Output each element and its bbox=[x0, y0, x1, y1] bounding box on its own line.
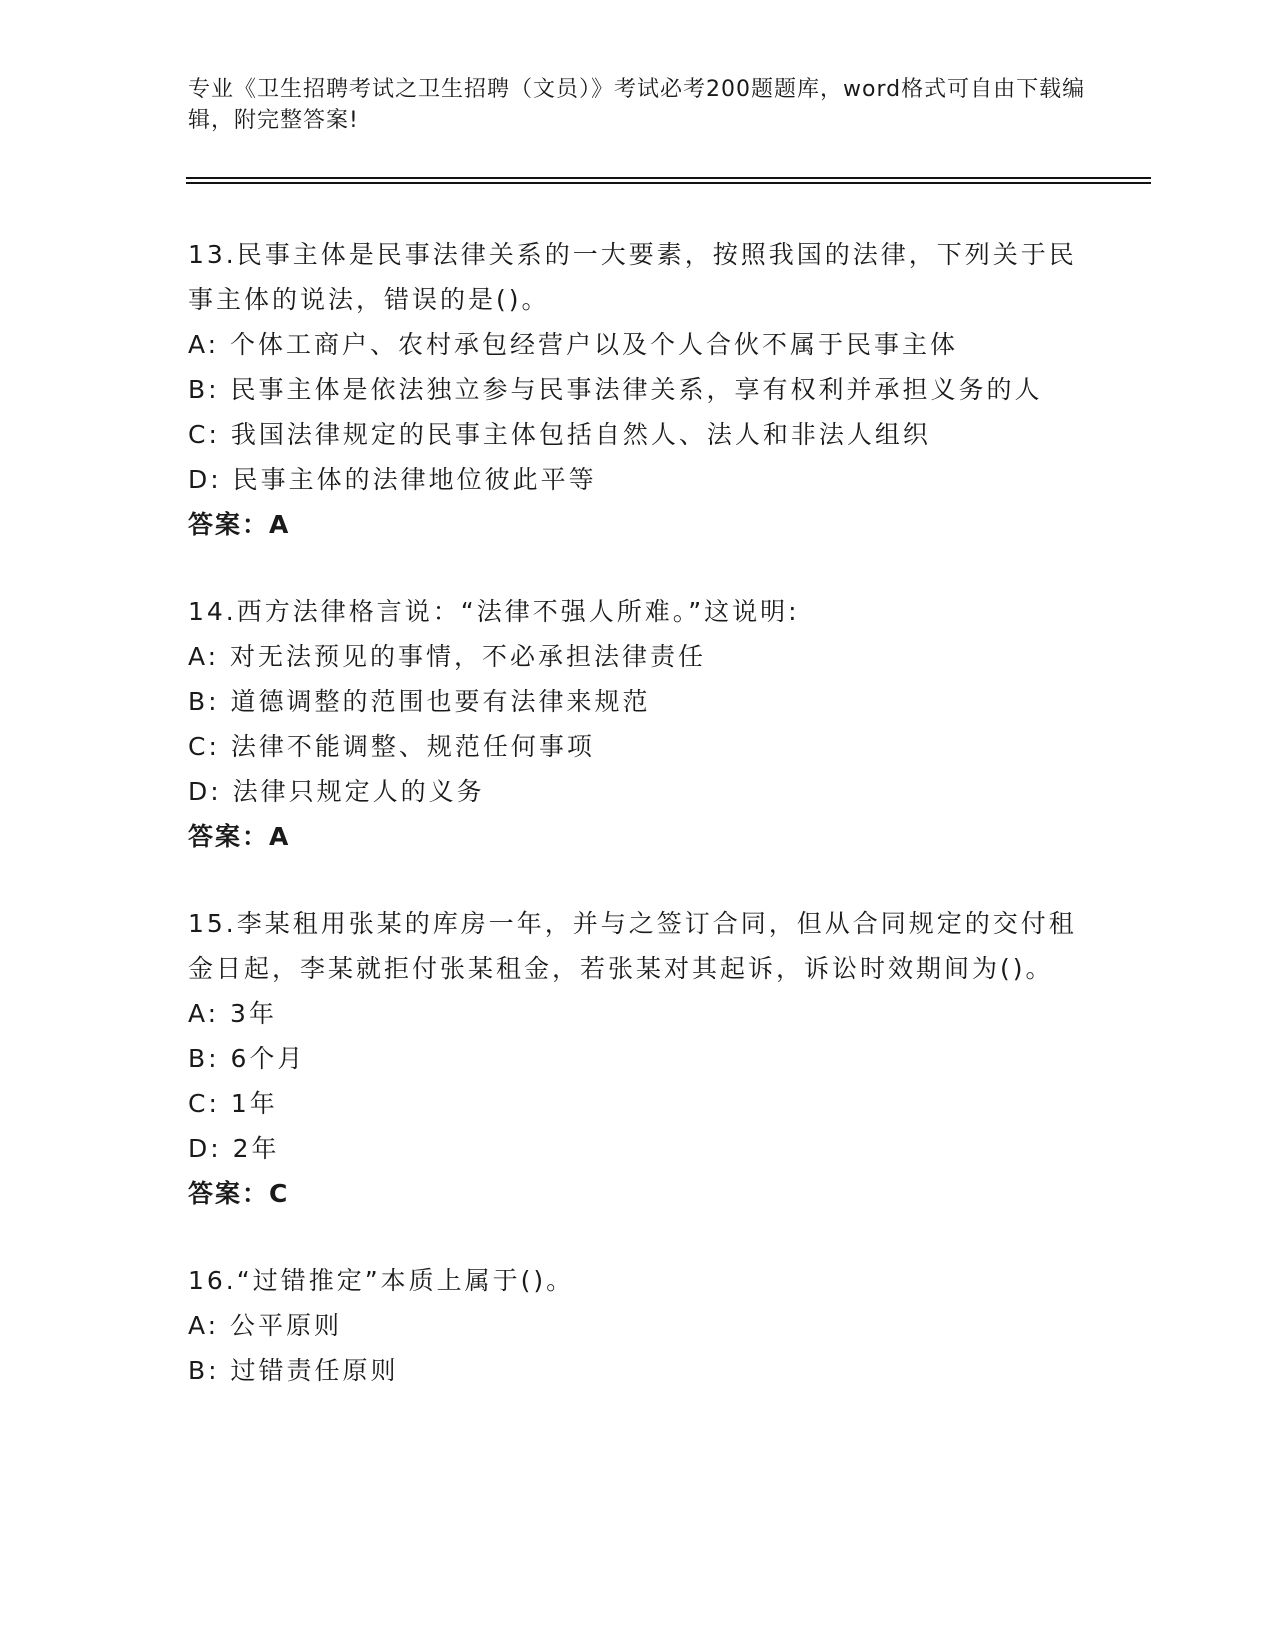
option-d: D: 2年 bbox=[188, 1134, 280, 1163]
question-text: 13.民事主体是民事法律关系的一大要素，按照我国的法律，下列关于民事主体的说法，错误的是()。 bbox=[188, 240, 1077, 314]
option-d: D: 民事主体的法律地位彼此平等 bbox=[188, 465, 597, 494]
question-list bbox=[188, 232, 1088, 1435]
question-15 bbox=[188, 901, 1088, 1216]
option-b: B: 道德调整的范围也要有法律来规范 bbox=[188, 687, 651, 716]
option-a: A: 个体工商户、农村承包经营户以及个人合伙不属于民事主体 bbox=[188, 330, 959, 359]
option-d: D: 法律只规定人的义务 bbox=[188, 777, 485, 806]
option-b: B: 过错责任原则 bbox=[188, 1356, 399, 1385]
header-divider-top bbox=[186, 177, 1151, 179]
option-c: C: 1年 bbox=[188, 1089, 278, 1118]
option-a: A: 3年 bbox=[188, 999, 277, 1028]
question-14 bbox=[188, 589, 1088, 859]
option-c: C: 法律不能调整、规范任何事项 bbox=[188, 732, 595, 761]
option-b: B: 民事主体是依法独立参与民事法律关系，享有权利并承担义务的人 bbox=[188, 375, 1043, 404]
question-text: 15.李某租用张某的库房一年，并与之签订合同，但从合同规定的交付租金日起，李某就拒付张某租金，若张某对其起诉，诉讼时效期间为()。 bbox=[188, 909, 1077, 983]
question-16 bbox=[188, 1258, 1088, 1393]
option-b: B: 6个月 bbox=[188, 1044, 306, 1073]
question-text: 16.“过错推定”本质上属于()。 bbox=[188, 1266, 575, 1295]
question-text: 14.西方法律格言说：“法律不强人所难。”这说明: bbox=[188, 597, 800, 626]
answer-label: 答案：C bbox=[188, 1179, 290, 1208]
question-13 bbox=[188, 232, 1088, 547]
document-header: 专业《卫生招聘考试之卫生招聘（文员）》考试必考200题题库，word格式可自由下载编辑，附完整答案! bbox=[188, 77, 1086, 133]
option-a: A: 对无法预见的事情，不必承担法律责任 bbox=[188, 642, 707, 671]
answer-label: 答案：A bbox=[188, 510, 291, 539]
option-c: C: 我国法律规定的民事主体包括自然人、法人和非法人组织 bbox=[188, 420, 931, 449]
answer-label: 答案：A bbox=[188, 822, 291, 851]
option-a: A: 公平原则 bbox=[188, 1311, 343, 1340]
header-divider-bottom bbox=[186, 182, 1151, 184]
